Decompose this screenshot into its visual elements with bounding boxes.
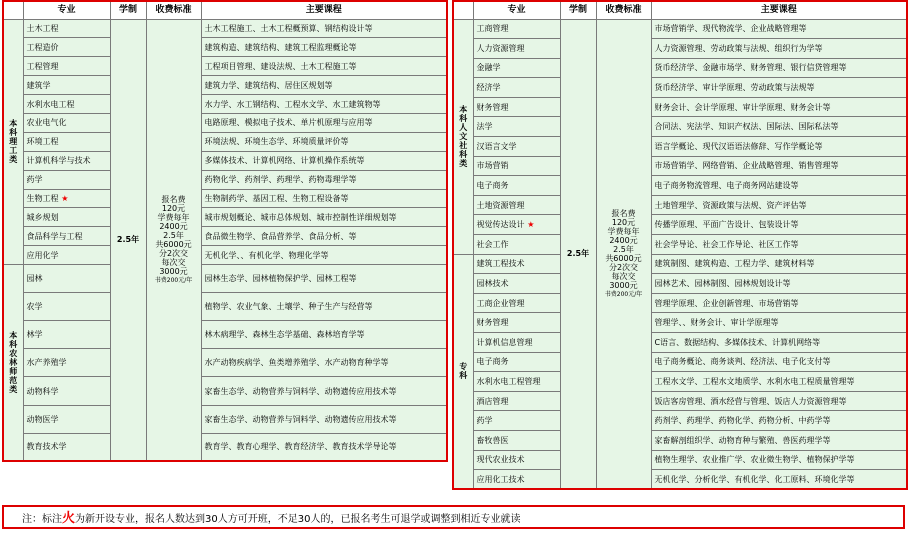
table-row [3, 19, 447, 38]
fee-line: 分2次交 [608, 262, 639, 272]
major-name: 教育技术学 [26, 442, 67, 452]
table-row [453, 235, 907, 255]
courses-cell: 环境法规、环境生态学、环境质量评价等 [201, 132, 447, 151]
courses-cell: 城市规划概论、城市总体规划、城市控制性详细规划等 [201, 208, 447, 227]
table-row [453, 254, 907, 274]
courses-cell: 园林生态学、园林植物保护学、园林工程等 [201, 265, 447, 293]
table-row [453, 430, 907, 450]
fee-line: 120元 [161, 203, 186, 213]
fee-line: 2.5年 [163, 230, 184, 240]
table-row [453, 176, 907, 196]
major-name: 社会工作 [476, 239, 509, 249]
courses-cell: 无机化学、、有机化学、物理化学等 [201, 246, 447, 265]
major-cell [473, 313, 560, 333]
table-row [3, 265, 447, 293]
table-row [453, 293, 907, 313]
major-cell [473, 215, 560, 235]
fee-line: 每次交 [611, 271, 636, 281]
courses-cell: 财务会计、会计学原理、审计学原理、财务会计等 [651, 97, 907, 117]
major-cell [473, 195, 560, 215]
major-cell [23, 189, 110, 208]
fee-line: 3000元 [609, 280, 638, 290]
table-row [453, 97, 907, 117]
table-row [3, 208, 447, 227]
major-cell [473, 430, 560, 450]
table-row [453, 195, 907, 215]
courses-cell: 电子商务物流管理、电子商务网站建设等 [651, 176, 907, 196]
table-row [3, 189, 447, 208]
fee-line: 分2次交 [158, 248, 189, 258]
major-cell [473, 117, 560, 137]
courses-cell: 管理学、、财务会计、审计学原理等 [651, 313, 907, 333]
major-name: 经济学 [476, 83, 501, 93]
courses-cell: 市场营销学、现代物流学、企业战略管理等 [651, 19, 907, 39]
table-row [453, 117, 907, 137]
header-fee: 收费标准 [596, 1, 651, 19]
major-cell [473, 333, 560, 353]
major-cell [473, 235, 560, 255]
major-cell [23, 208, 110, 227]
table-row [3, 57, 447, 76]
major-name: 视觉传达设计 [476, 220, 525, 230]
table-row [453, 352, 907, 372]
courses-cell: 土地管理学、资源政策与法规、资产评估等 [651, 195, 907, 215]
major-name: 土木工程 [26, 23, 59, 33]
fee-line: 2400元 [159, 221, 188, 231]
duration-cell: 2.5年 [110, 19, 146, 461]
category-label: 本科 人文社科类 [453, 19, 473, 254]
table-row [3, 377, 447, 405]
major-name: 酒店管理 [476, 396, 509, 406]
courses-cell: 家畜生态学、动物营养与饲料学、动物遗传应用技术等 [201, 405, 447, 433]
courses-cell: 生物制药学、基因工程、生物工程设备等 [201, 189, 447, 208]
duration-cell: 2.5年 [560, 19, 596, 489]
major-name: 农业电气化 [26, 118, 67, 128]
courses-cell: 传播学原理、平面广告设计、包装设计等 [651, 215, 907, 235]
major-cell [23, 38, 110, 57]
major-cell [23, 246, 110, 265]
courses-cell: 建筑制图、建筑构造、工程力学、建筑材料等 [651, 254, 907, 274]
major-cell [473, 274, 560, 294]
table-row [453, 450, 907, 470]
category-label: 本科 农林师范类 [3, 265, 23, 462]
courses-cell: 多媒体技术、计算机网络、计算机操作系统等 [201, 151, 447, 170]
major-cell [473, 156, 560, 176]
major-cell [23, 151, 110, 170]
courses-cell: 土木工程施工、土木工程概预算、钢结构设计等 [201, 19, 447, 38]
major-name: 水利水电工程 [26, 99, 75, 109]
major-cell [473, 39, 560, 59]
major-cell [473, 19, 560, 39]
table-row [453, 313, 907, 333]
header-major: 专业 [23, 1, 110, 19]
major-name: 食品科学与工程 [26, 231, 83, 241]
courses-cell: 电路原理、模拟电子技术、单片机原理与应用等 [201, 113, 447, 132]
major-name: 畜牧兽医 [476, 435, 509, 445]
courses-cell: 语言学概论、现代汉语语法修辞、写作学概论等 [651, 137, 907, 157]
table-row [3, 76, 447, 95]
table-row [453, 137, 907, 157]
major-name: 环境工程 [26, 137, 59, 147]
fee-line: 2.5年 [613, 244, 634, 254]
courses-cell: 工程水文学、工程水文地质学、水利水电工程质量管理等 [651, 372, 907, 392]
major-name: 财务管理 [476, 318, 509, 328]
fee-line: 报名费 [611, 208, 636, 218]
header-duration: 学制 [110, 1, 146, 19]
major-cell [473, 411, 560, 431]
courses-cell: 合同法、宪法学、知识产权法、国际法、国际私法等 [651, 117, 907, 137]
major-name: 市场营销 [476, 161, 509, 171]
table-row [3, 321, 447, 349]
major-name: 生物工程 [26, 193, 59, 203]
table-row [453, 58, 907, 78]
major-name: 农学 [26, 302, 43, 312]
major-name: 汉语言文学 [476, 141, 517, 151]
table-row [453, 39, 907, 59]
table-row [3, 349, 447, 377]
note-prefix: 注：标注 [22, 514, 62, 525]
major-name: 园林 [26, 274, 43, 284]
major-name: 电子商务 [476, 181, 509, 191]
courses-cell: 市场营销学、网络营销、企业战略管理、销售管理等 [651, 156, 907, 176]
courses-cell: 饭店客房管理、酒水经营与管理、饭店人力资源管理等 [651, 391, 907, 411]
header-fee: 收费标准 [146, 1, 201, 19]
courses-cell: 社会学导论、社会工作导论、社区工作等 [651, 235, 907, 255]
major-name: 计算机信息管理 [476, 337, 533, 347]
major-name: 财务管理 [476, 102, 509, 112]
table-row [3, 95, 447, 114]
courses-cell: 林木病理学、森林生态学基础、森林培育学等 [201, 321, 447, 349]
major-cell [23, 95, 110, 114]
major-cell [473, 391, 560, 411]
major-name: 计算机科学与技术 [26, 156, 91, 166]
fee-line: 共6000元 [155, 239, 192, 249]
major-cell [23, 433, 110, 461]
fee-book-line: 书费200元/年 [154, 276, 193, 284]
table-row [3, 132, 447, 151]
major-name: 应用化学 [26, 250, 59, 260]
table-row [3, 405, 447, 433]
major-cell [23, 321, 110, 349]
major-cell [23, 113, 110, 132]
right-course-table [452, 0, 908, 490]
fee-cell [146, 19, 201, 461]
table-row [453, 470, 907, 490]
header-blank [453, 1, 473, 19]
header-courses: 主要课程 [201, 1, 447, 19]
footer-note [2, 505, 905, 529]
header-row [453, 1, 907, 19]
table-row [453, 372, 907, 392]
table-row [453, 333, 907, 353]
major-cell [23, 377, 110, 405]
major-name: 药学 [26, 175, 43, 185]
courses-cell: 家畜生态学、动物营养与饲料学、动物遗传应用技术等 [201, 377, 447, 405]
courses-cell: 药剂学、药理学、药物化学、药物分析、中药学等 [651, 411, 907, 431]
major-name: 园林技术 [476, 279, 509, 289]
courses-cell: C语言、数据结构、多媒体技术、计算机网络等 [651, 333, 907, 353]
courses-cell: 建筑构造、建筑结构、建筑工程监理概论等 [201, 38, 447, 57]
major-cell [23, 405, 110, 433]
table-row [3, 113, 447, 132]
major-name: 药学 [476, 416, 493, 426]
courses-cell: 货币经济学、审计学原理、劳动政策与法规等 [651, 78, 907, 98]
category-label: 本科 理工类 [3, 19, 23, 265]
fee-line: 报名费 [161, 194, 186, 204]
major-name: 应用化工技术 [476, 474, 525, 484]
courses-cell: 园林艺术、园林制图、园林规划设计等 [651, 274, 907, 294]
table-row [3, 293, 447, 321]
note-text: 为新开设专业，报名人数达到30人方可开班，不足30人的，已报名考生可退学或调整到相近专业就读 [75, 514, 521, 525]
category-label: 专科 [453, 254, 473, 489]
new-major-star-icon: ★ [58, 193, 69, 203]
major-cell [23, 293, 110, 321]
new-major-star-icon: ★ [524, 220, 535, 230]
major-name: 林学 [26, 330, 43, 340]
table-row [3, 227, 447, 246]
major-name: 动物科学 [26, 386, 59, 396]
major-name: 水产养殖学 [26, 358, 67, 368]
major-name: 土地资源管理 [476, 200, 525, 210]
courses-cell: 人力资源管理、劳动政策与法规、组织行为学等 [651, 39, 907, 59]
table-row [3, 151, 447, 170]
major-name: 现代农业技术 [476, 455, 525, 465]
table-row [453, 19, 907, 39]
fee-line: 学费每年 [607, 226, 640, 236]
major-name: 工程造价 [26, 42, 59, 52]
fee-line: 每次交 [161, 257, 186, 267]
major-cell [23, 265, 110, 293]
major-cell [23, 19, 110, 38]
major-cell [23, 132, 110, 151]
major-cell [473, 293, 560, 313]
table-row [3, 170, 447, 189]
table-row [3, 246, 447, 265]
major-cell [473, 254, 560, 274]
courses-cell: 食品微生物学、食品营养学、食品分析、等 [201, 227, 447, 246]
major-cell [23, 76, 110, 95]
header-duration: 学制 [560, 1, 596, 19]
major-cell [473, 470, 560, 490]
major-name: 城乡规划 [26, 212, 59, 222]
major-cell [23, 170, 110, 189]
major-cell [473, 78, 560, 98]
major-name: 人力资源管理 [476, 43, 525, 53]
table-row [453, 411, 907, 431]
header-row [3, 1, 447, 19]
fee-line: 3000元 [159, 266, 188, 276]
fee-cell [596, 19, 651, 489]
courses-cell: 工程项目管理、建设法规、土木工程施工等 [201, 57, 447, 76]
courses-cell: 水力学、水工钢结构、工程水文学、水工建筑物等 [201, 95, 447, 114]
table-row [453, 78, 907, 98]
major-cell [473, 372, 560, 392]
courses-cell: 教育学、教育心理学、教育经济学、教育技术学导论等 [201, 433, 447, 461]
left-course-table [2, 0, 448, 462]
courses-cell: 无机化学、分析化学、有机化学、化工原料、环境化学等 [651, 470, 907, 490]
major-cell [473, 58, 560, 78]
courses-cell: 建筑力学、建筑结构、居住区规划等 [201, 76, 447, 95]
major-cell [473, 97, 560, 117]
courses-cell: 水产动物疾病学、鱼类增养殖学、水产动物育种学等 [201, 349, 447, 377]
major-name: 工商企业管理 [476, 298, 525, 308]
major-name: 金融学 [476, 63, 501, 73]
fee-line: 学费每年 [157, 212, 190, 222]
table-row [453, 156, 907, 176]
courses-cell: 药物化学、药剂学、药理学、药物毒理学等 [201, 170, 447, 189]
table-row [3, 433, 447, 461]
courses-cell: 家畜解剖组织学、动物育种与繁殖、兽医药理学等 [651, 430, 907, 450]
major-cell [23, 349, 110, 377]
major-name: 建筑工程技术 [476, 259, 525, 269]
courses-cell: 管理学原理、企业创新管理、市场营销等 [651, 293, 907, 313]
fee-line: 共6000元 [605, 253, 642, 263]
major-name: 动物医学 [26, 414, 59, 424]
major-cell [23, 57, 110, 76]
fee-book-line: 书费200元/年 [604, 290, 643, 298]
header-blank [3, 1, 23, 19]
major-cell [473, 137, 560, 157]
major-name: 建筑学 [26, 80, 51, 90]
table-row [453, 274, 907, 294]
courses-cell: 电子商务概论、商务谈判、经济法、电子化支付等 [651, 352, 907, 372]
courses-cell: 植物生理学、农业推广学、农业微生物学、植物保护学等 [651, 450, 907, 470]
major-cell [23, 227, 110, 246]
major-name: 工商管理 [476, 24, 509, 34]
header-courses: 主要课程 [651, 1, 907, 19]
courses-cell: 植物学、农业气象、土壤学、种子生产与经营等 [201, 293, 447, 321]
courses-cell: 货币经济学、金融市场学、财务管理、银行信贷管理等 [651, 58, 907, 78]
major-name: 电子商务 [476, 357, 509, 367]
table-row [453, 215, 907, 235]
major-cell [473, 352, 560, 372]
major-name: 工程管理 [26, 61, 59, 71]
major-cell [473, 450, 560, 470]
major-name: 水利水电工程管理 [476, 376, 541, 386]
fee-line: 2400元 [609, 235, 638, 245]
fee-line: 120元 [611, 217, 636, 227]
major-cell [473, 176, 560, 196]
table-row [3, 38, 447, 57]
header-major: 专业 [473, 1, 560, 19]
major-name: 法学 [476, 122, 493, 132]
fire-mark: 火 [62, 511, 76, 526]
table-row [453, 391, 907, 411]
